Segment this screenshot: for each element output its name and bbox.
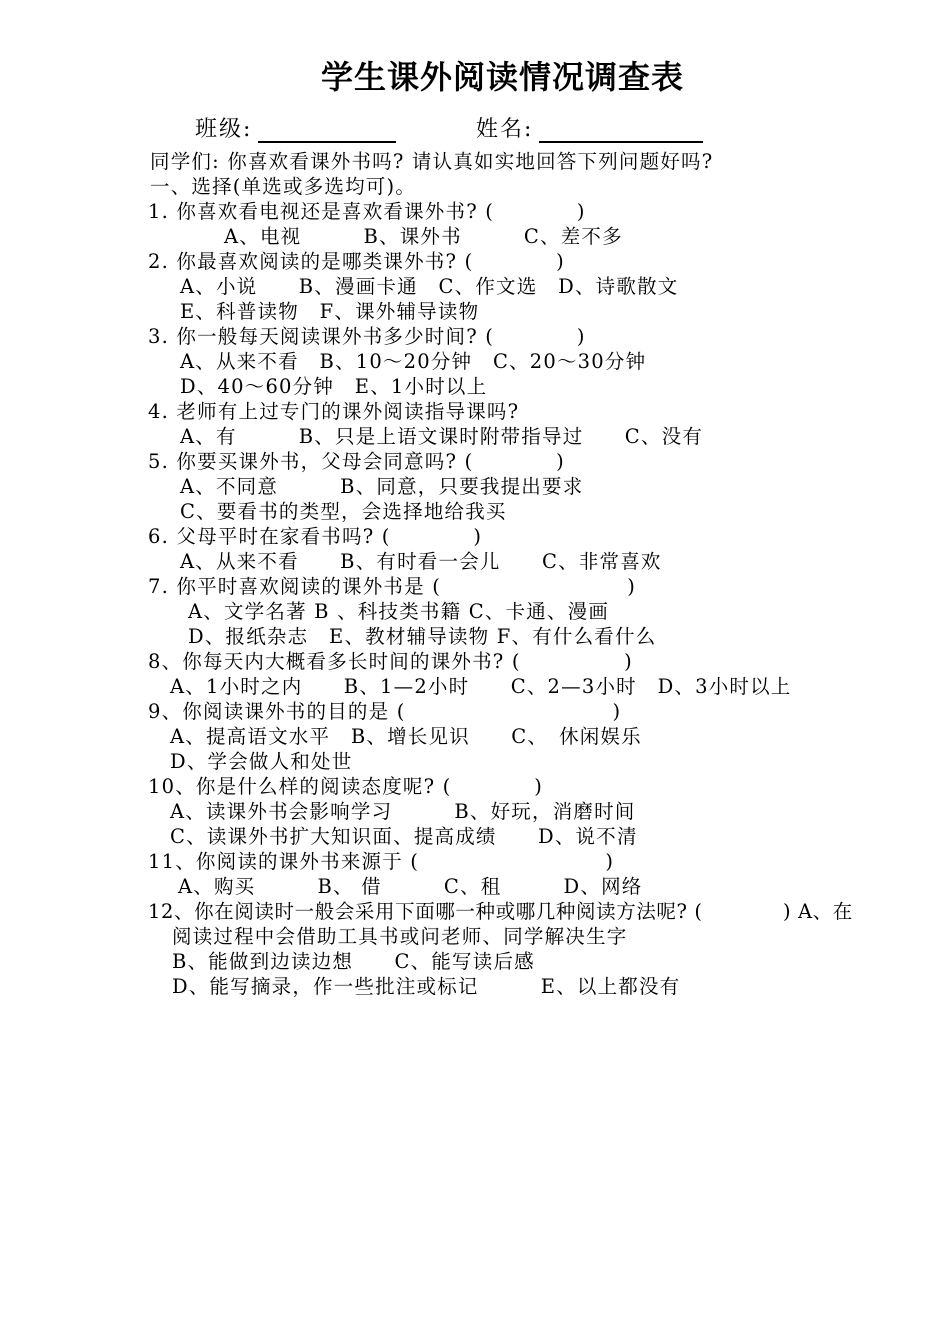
q5-options-1: A、不同意 B、同意，只要我提出要求 — [180, 475, 584, 498]
question-12: 12、你在阅读时一般会采用下面哪一种或哪几种阅读方法呢? ( ) A、在 — [148, 900, 853, 923]
q1-options: A、电视 B、课外书 C、差不多 — [224, 225, 623, 248]
question-1: 1. 你喜欢看电视还是喜欢看课外书? ( ) — [148, 200, 586, 223]
q3-options-2: D、40～60分钟 E、1小时以上 — [180, 375, 488, 398]
q3-options-1: A、从来不看 B、10～20分钟 C、20～30分钟 — [180, 350, 647, 373]
q10-options-1: A、读课外书会影响学习 B、好玩，消磨时间 — [170, 800, 636, 823]
question-6: 6. 父母平时在家看书吗? ( ) — [148, 525, 483, 548]
name-blank[interactable] — [539, 119, 703, 143]
intro-text: 同学们: 你喜欢看课外书吗? 请认真如实地回答下列问题好吗? — [150, 150, 714, 173]
question-3: 3. 你一般每天阅读课外书多少时间? ( ) — [148, 325, 586, 348]
section-heading: 一、选择(单选或多选均可)。 — [150, 175, 417, 198]
question-9: 9、你阅读课外书的目的是 ( ) — [148, 700, 622, 723]
q12-options-1: 阅读过程中会借助工具书或问老师、同学解决生字 — [172, 925, 628, 948]
question-5: 5. 你要买课外书，父母会同意吗? ( ) — [148, 450, 565, 473]
q7-options-2: D、报纸杂志 E、教材辅导读物 F、有什么看什么 — [188, 625, 657, 648]
q10-options-2: C、读课外书扩大知识面、提高成绩 D、说不清 — [170, 825, 638, 848]
q5-options-2: C、要看书的类型，会选择地给我买 — [180, 500, 507, 523]
q8-options: A、1小时之内 B、1—2小时 C、2—3小时 D、3小时以上 — [170, 675, 792, 698]
question-4: 4. 老师有上过专门的课外阅读指导课吗? — [148, 400, 520, 423]
class-blank[interactable] — [258, 119, 396, 143]
question-10: 10、你是什么样的阅读态度呢? ( ) — [148, 775, 544, 798]
q6-options: A、从来不看 B、有时看一会儿 C、非常喜欢 — [180, 550, 662, 573]
class-label: 班级: — [195, 117, 253, 142]
q4-options: A、有 B、只是上语文课时附带指导过 C、没有 — [180, 425, 704, 448]
q9-options-1: A、提高语文水平 B、增长见识 C、 休闲娱乐 — [170, 725, 642, 748]
question-2: 2. 你最喜欢阅读的是哪类课外书? ( ) — [148, 250, 565, 273]
q11-options: A、购买 B、 借 C、租 D、网络 — [178, 875, 643, 898]
question-7: 7. 你平时喜欢阅读的课外书是 ( ) — [148, 575, 637, 598]
question-11: 11、你阅读的课外书来源于 ( ) — [148, 850, 615, 873]
page-title: 学生课外阅读情况调查表 — [320, 58, 684, 96]
question-8: 8、你每天内大概看多长时间的课外书? ( ) — [148, 650, 633, 673]
q9-options-2: D、学会做人和处世 — [170, 750, 353, 773]
name-label: 姓名: — [476, 117, 534, 142]
q12-options-2: B、能做到边读边想 C、能写读后感 — [172, 950, 535, 973]
name-field — [476, 112, 703, 143]
q12-options-3: D、能写摘录，作一些批注或标记 E、以上都没有 — [172, 975, 681, 998]
q2-options-2: E、科普读物 F、课外辅导读物 — [180, 300, 480, 323]
class-field — [195, 112, 396, 143]
q7-options-1: A、文学名著 B 、科技类书籍 C、卡通、漫画 — [188, 600, 610, 623]
q2-options-1: A、小说 B、漫画卡通 C、作文选 D、诗歌散文 — [180, 275, 679, 298]
